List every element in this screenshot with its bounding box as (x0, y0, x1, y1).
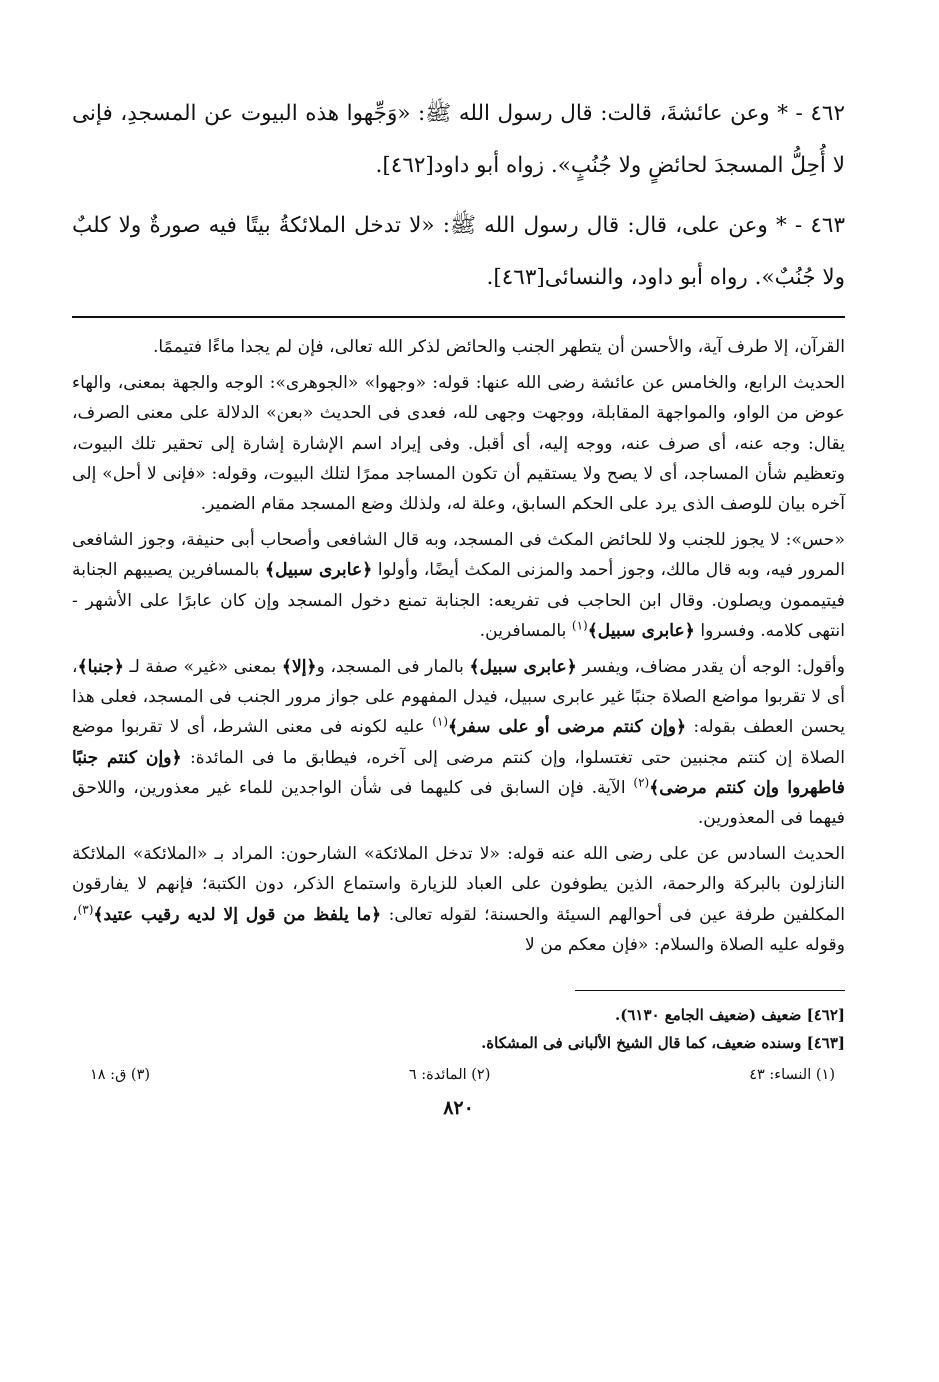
footnote-463: [٤٦٣] وسنده ضعيف، كما قال الشيخ الألبانى فى المشكاة. (481, 1034, 845, 1053)
text-span: وأقول: الوجه أن يقدر مضاف، ويفسر (576, 657, 846, 678)
text-span: ، وقوله عليه الصلاة والسلام: «فإن معكم من لا (72, 904, 845, 955)
text-span: بمعنى «غير» صفة لـ (123, 657, 282, 678)
reference-1: (١) النساء: ٤٣ (749, 1067, 835, 1084)
quran-quote: ﴿عابرى سبيل﴾ (587, 620, 695, 641)
text-span: بالمسافرين يصيبهم الجنابة فيتيممون ويصلون. وقال ابن الحاجب فى تفريعه: الجنابة تمنع دخول المسجد وإن كان عابرًا على الأشهر - انتهى كلامه. وفسروا (72, 560, 845, 641)
footnote-ref: (١) (571, 618, 588, 633)
footnote-ref: (٢) (633, 775, 650, 790)
page-number: ٨٢٠ (443, 1097, 474, 1120)
hadith-463: ٤٦٣ - * وعن على، قال: قال رسول الله ﷺ: «لا تدخل الملائكةُ بيتًا فيه صورةٌ ولا كلبٌ ولا جُنُبٌ». رواه أبو داود، والنسائى[٤٦٣]. (72, 213, 845, 290)
footnote-ref: (٣) (77, 901, 94, 916)
text-span: الآية. فإن السابق فى كليهما فى شأن الواجدين للماء غير معذورين، واللاحق فيهما فى المعذورين. (72, 777, 845, 829)
quran-quote: ﴿عابرى سبيل﴾ (469, 657, 577, 678)
text-span: بالمار فى المسجد، و (316, 657, 470, 678)
commentary-paragraph-1: القرآن، إلا طرف آية، والأحسن أن يتطهر الجنب والحائض لذكر الله تعالى، فإن لم يجدا ماءًا فتيممًا. (152, 337, 845, 357)
quran-quote: ﴿ما يلفظ من قول إلا لديه رقيب عتيد﴾ (93, 904, 382, 925)
quran-quote: ﴿عابرى سبيل﴾ (265, 560, 373, 581)
separator-rule (72, 316, 845, 318)
quran-quote: ﴿وإن كنتم مرضى أو على سفر﴾ (448, 717, 687, 738)
footnote-ref: (١) (432, 714, 449, 729)
hadith-462: ٤٦٢ - * وعن عائشةَ، قالت: قال رسول الله ﷺ: «وَجِّهوا هذه البيوت عن المسجدِ، فإنى لا أُحِلُّ المسجدَ لحائضٍ ولا جُنُبٍ». زواه أبو داود[٤٦٢]. (72, 101, 845, 178)
reference-3: (٣) ق: ١٨ (90, 1067, 151, 1084)
commentary-paragraph-4 (72, 652, 845, 833)
commentary-paragraph-3 (72, 525, 845, 646)
hadith-section (72, 88, 845, 304)
reference-2: (٢) المائدة: ٦ (408, 1067, 491, 1084)
text-span: بالمسافرين. (479, 620, 572, 641)
footnote-462: [٤٦٢] ضعيف (ضعيف الجامع ٦١٣٠). (615, 1006, 845, 1025)
commentary-paragraph-5 (72, 839, 845, 960)
footnotes-section (72, 1001, 845, 1057)
text-span: الحديث السادس عن على رضى الله عنه قوله: «لا تدخل الملائكة» الشارحون: المراد بـ «الملائكة» الملائكة النازلون بالبركة والرحمة، الذين يطوفون على العباد للزيارة واستماع الذكر، دون الكتبة؛ فإنهم لا يفارقون المكلفين طرفة عين فى أحوالهم السيئة والحسنة؛ لقوله تعالى: (72, 844, 845, 925)
quran-quote: ﴿إلا﴾ (281, 657, 317, 678)
text-span: ، أى لا تقربوا مواضع الصلاة جنبًا غير عابرى سبيل، فيدل المفهوم على جواز مرور الجنب فى المسجد، فعلى هذا يحسن العطف بقوله: (72, 657, 845, 738)
quran-quote: ﴿وإن كنتم جنبًا فاطهروا وإن كنتم مرضى﴾ (72, 747, 845, 798)
footnote-rule (575, 990, 845, 991)
page (72, 88, 845, 1119)
commentary-paragraph-2: الحديث الرابع، والخامس عن عائشة رضى الله عنها: قوله: «وجهوا» «الجوهرى»: الوجه والجهة بمعنى، والهاء عوض من الواو، والمواجهة المقابلة، ووجهت وجهى لله، فعدى فى الحديث «بعن» الدلالة على معنى الصرف، يقال: وجه عنه، أى صرف عنه، ووجه إليه، أى أقبل. وفى إيراد اسم الإشارة إشارة إلى تحقير تلك البيوت، وتعظيم شأن المساجد، أى لا يصح ولا يستقيم أن تكون المساجد ممرًا لتلك البيوت، وقوله: «فإنى لا أحل» إلى آخره بيان للوصف الذى يرد على الحكم السابق، وعلة له، ولذلك وضع المسجد مقام الضمير. (72, 373, 846, 515)
commentary-section (72, 332, 845, 960)
quran-quote: ﴿جنبا﴾ (77, 657, 124, 678)
text-span: عليه لكونه فى معنى الشرط، أى لا تقربوا موضع الصلاة إن كنتم مجنبين حتى تغتسلوا، وإن كنتم مرضى إلى آخره، فيطابق ما فى المائدة: (72, 717, 845, 768)
text-span: «حس»: لا يجوز للجنب ولا للحائض المكث فى المسجد، وبه قال الشافعى وأصحاب أبى حنيفة، وجوز الشافعى المرور فيه، وبه قال مالك، وجوز أحمد والمزنى المكث أيضًا، وأولوا (72, 530, 845, 581)
quran-references (72, 1067, 845, 1083)
